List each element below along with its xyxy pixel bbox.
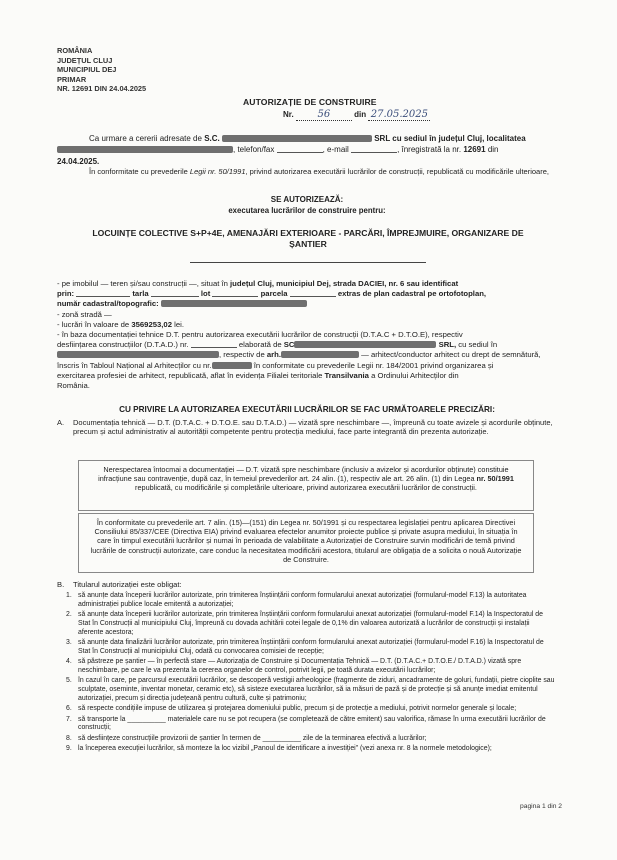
intro-law-rest: , privind autorizarea executării lucrărilor de construcții, republicată cu modificările ulterioare, [245, 167, 549, 177]
details-zona: - zonă stradă — [57, 309, 112, 319]
list-item [66, 658, 556, 676]
item-number: 9. [66, 744, 72, 752]
list-item [66, 677, 556, 704]
intro-inregistrata: , înregistrată la nr. [397, 145, 462, 155]
item-text: să anunțe data finalizării lucrărilor autorizate, prin trimiterea înștiințării conform formularului anexat autorizației (formularul-model F.16) la Inspectoratul de Stat în Construcții al municipiului Cluj, odată cu convocarea comisiei de recepție; [78, 639, 544, 656]
section-b-text: Titularul autorizației este obligat: [73, 580, 182, 589]
item-text: să anunțe data începerii lucrărilor autorizate, prin trimiterea înștiințării conform formularului anexat autorizației (formularul-model F.14) la Inspectoratul de Stat în Construcții al municipiului Cluj, împreună cu dovada achitării cotei legale de 0,1% din valoarea autorizată a lucrărilor de construcții și instalații aferente acestora; [78, 611, 543, 636]
intro-sc: S.C. [204, 134, 220, 143]
list-item [66, 745, 556, 754]
list-item [66, 716, 556, 734]
details-lei: lei. [174, 319, 184, 329]
intro-law: Legii nr. 50/1991 [189, 167, 246, 177]
details-line11: România. [57, 381, 90, 391]
details-valoare: - lucrări în valoare de [57, 319, 130, 329]
intro-paragraph [57, 134, 557, 177]
redacted-architect [281, 351, 359, 358]
list-item [66, 592, 556, 610]
blank-dt-nr [191, 340, 237, 348]
redacted-company [222, 135, 372, 142]
authorization-number [283, 109, 430, 121]
item-text: să anunțe data începerii lucrărilor autorizate, prin trimiterea înștiințării conform formularului anexat autorizației (formularul-model F.13) la autoritatea administrației publice locale emitentă a autorizației; [78, 592, 527, 608]
details-line1-a: - pe imobilul — teren și/sau construcții —, situat în [57, 279, 228, 288]
intro-reg-nr: 12691 [463, 145, 486, 155]
list-item [66, 611, 556, 638]
section-b-label: B. [57, 580, 65, 589]
details-lot: lot [200, 289, 211, 299]
section-a-label: A. [57, 418, 65, 427]
redacted-address [57, 146, 233, 153]
details-line8-b: — arhitect/conductor arhitect cu drept de semnătură, [361, 350, 541, 360]
obligations-list [66, 592, 556, 755]
number-prefix: Nr. [283, 110, 294, 119]
item-text: în cazul în care, pe parcursul executării lucrărilor, se descoperă vestigii arheologice (fragmente de ziduri, ancadramente de goluri, fundații, pietre cioplite sau sculptate, oseminte, inventar monetar, ceramic etc), să sisteze executarea lucrărilor, să ia măsuri de pază și de protecție și să anunțe imediat emitentul autorizației, precum și direcția județeană pentru cultură, culte și patrimoniu; [78, 677, 555, 703]
header-county: JUDEȚUL CLUJ [57, 55, 113, 65]
details-line7-b: elaborată de [238, 340, 282, 350]
list-item [66, 735, 556, 744]
header-country: ROMÂNIA [57, 46, 93, 55]
list-item [66, 639, 556, 657]
blank-telefon [277, 145, 323, 153]
item-number: 3. [66, 639, 72, 647]
item-number: 1. [66, 592, 72, 599]
item-text: să păstreze pe șantier — în perfectă stare — Autorizația de Construire și Documentația Tehnică — D.T. (D.T.A.C.+ D.T.O.E./ D.T.A.D.) vizată spre neschimbare, pe care le va prezenta la cererea organelor de control, potrivit legii, pe toată durata executării lucrărilor; [78, 658, 522, 675]
intro-date: 24.04.2025. [57, 156, 100, 166]
intro-text-start: Ca urmare a cererii adresate de [89, 134, 202, 143]
redacted-designer-address [57, 351, 219, 358]
item-text: să desființeze construcțiile provizorii de șantier în termen de __________ zile de la terminarea efectivă a lucrărilor; [78, 734, 427, 742]
item-number: 7. [66, 715, 72, 723]
box1-text-a: Nerespectarea întocmai a documentației — D.T. vizată spre neschimbare (inclusiv a avizelor și acordurilor obținute) constituie infracțiune sau contravenție, după caz, în temeiul prevederilor art. 24 alin. (1), respectiv ale art. 26 alin. (1) din Legea [98, 465, 509, 484]
blank-parcela [290, 289, 336, 297]
details-sc: SC [283, 340, 295, 350]
box1-law: nr. 50/1991 [476, 474, 514, 484]
details-line9-b: în conformitate cu prevederile Legii nr. 184/2001 privind organizarea și [253, 360, 494, 370]
item-text: să transporte la __________ materialele care nu se pot recupera (se completează de către emitent) sau valorifica, rămase în urma executării lucrărilor de construcții; [78, 715, 546, 732]
item-number: 2. [66, 611, 72, 619]
number-din: din [354, 110, 367, 119]
item-number: 8. [66, 734, 72, 742]
page-number: pagina 1 din 2 [520, 803, 563, 810]
project-title: LOCUINȚE COLECTIVE S+P+4E, AMENAJĂRI EXTERIOARE - PARCĂRI, ÎMPREJMUIRE, ORGANIZARE DE ȘANTIER [92, 228, 524, 249]
item-number: 4. [66, 658, 72, 666]
property-details [57, 279, 567, 391]
intro-din: din [487, 145, 499, 155]
list-item [66, 705, 556, 714]
header-registration: NR. 12691 DIN 24.04.2025 [57, 84, 147, 94]
redacted-cadastral [161, 300, 307, 307]
notice-box-nerespectare [78, 460, 534, 511]
number-handwritten: 56 [317, 109, 331, 120]
header-office: PRIMAR [57, 74, 87, 84]
details-tarla: tarla [132, 289, 149, 299]
blank-email [351, 145, 397, 153]
item-text: la începerea execuției lucrărilor, să monteze la loc vizibil „Panoul de identificare a investiției" (vezi anexa nr. 8 la normele metodologice); [78, 744, 492, 752]
details-line9-a: înscris în Tabloul Național al Arhitecților cu nr. [57, 360, 212, 370]
item-number: 6. [66, 705, 72, 713]
intro-srl: SRL cu sediul în județul Cluj, localitatea [374, 134, 526, 143]
project-underline [190, 262, 426, 263]
redacted-designer [294, 341, 436, 348]
item-text: să respecte condițiile impuse de utilizarea și protejarea domeniului public, precum și de protecție a mediului, potrivit normelor generale și locale; [78, 705, 517, 713]
details-cadastral: număr cadastral/topografic: [57, 299, 159, 309]
executarea-subheading: executarea lucrărilor de construire pentru: [228, 206, 386, 215]
intro-telefon: , telefon/fax [233, 145, 275, 155]
intro-email: , e-mail [322, 145, 349, 155]
blank-prin [76, 289, 130, 297]
date-handwritten: 27.05.2025 [370, 109, 428, 120]
details-prin: prin: [57, 289, 75, 299]
details-srl: SRL, [438, 340, 457, 350]
details-filiala: Transilvania [324, 370, 369, 380]
details-line7-d: cu sediul în [458, 340, 498, 350]
details-line7-a: desființarea construcțiilor (D.T.A.D.) nr. [57, 340, 189, 350]
details-location: județul Cluj, municipiul Dej, strada DACIEI, nr. 6 [230, 279, 405, 288]
document-header [57, 46, 146, 94]
header-municipality: MUNICIPIUL DEJ [57, 65, 117, 75]
details-line10-a: exercitarea profesiei de arhitect, republicată, aflat în evidența Filialei teritoriale [57, 370, 323, 380]
document-title: AUTORIZAȚIE DE CONSTRUIRE [243, 97, 377, 107]
details-arh: arh. [266, 350, 281, 360]
box1-text-c: republicată, cu modificările și completările ulterioare, privind autorizarea executării lucrărilor de construcții. [135, 483, 477, 493]
section-b [57, 580, 557, 589]
details-line1-c: sau identificat [406, 279, 459, 288]
blank-lot [212, 289, 258, 297]
se-autorizeaza-heading: SE AUTORIZEAZĂ: [270, 195, 344, 204]
details-extras: extras de plan cadastral pe ortofotoplan, [337, 289, 487, 299]
section-a [57, 418, 557, 437]
blank-tarla [151, 289, 199, 297]
notice-box-conformitate: În conformitate cu prevederile art. 7 alin. (15)—(151) din Legea nr. 50/1991 și cu respectarea legislației pentru aplicarea Directivei Consiliului 85/337/CEE (Directiva EIA) privind evaluarea efectelor anumitor proiecte publice și private asupra mediului, în situația în care în timpul executării lucrărilor și numai în perioada de valabilitate a Autorizației de Construire survin modificări de temă privind lucrările de construcții autorizate, care conduc la necesitatea modificării acestora, titularul are obligația de a solicita o nouă Autorizație de Construire. [78, 513, 534, 573]
redacted-tablou-nr [212, 362, 252, 369]
item-number: 5. [66, 677, 72, 685]
precizari-heading: CU PRIVIRE LA AUTORIZAREA EXECUTĂRII LUCRĂRILOR SE FAC URMĂTOARELE PRECIZĂRI: [119, 405, 495, 414]
details-line6: - în baza documentației tehnice D.T. pentru autorizarea executării lucrărilor de construcții (D.T.A.C + D.T.O.E), respectiv [57, 330, 463, 340]
intro-conform: În conformitate cu prevederile [89, 167, 188, 177]
section-a-text: Documentația tehnică — D.T. (D.T.A.C. + D.T.O.E. sau D.T.A.D.) — vizată spre neschimbare —, împreună cu toate avizele și acordurile obținute, precum și actul administrativ al autorității competente pentru protecția mediului, face parte integrantă din prezenta autorizație. [73, 418, 553, 437]
details-line8-a: , respectiv de [219, 350, 265, 360]
details-parcela: parcela [260, 289, 288, 299]
details-value: 3569253,02 [131, 319, 172, 329]
details-line10-c: a Ordinului Arhitecților din [371, 370, 459, 380]
